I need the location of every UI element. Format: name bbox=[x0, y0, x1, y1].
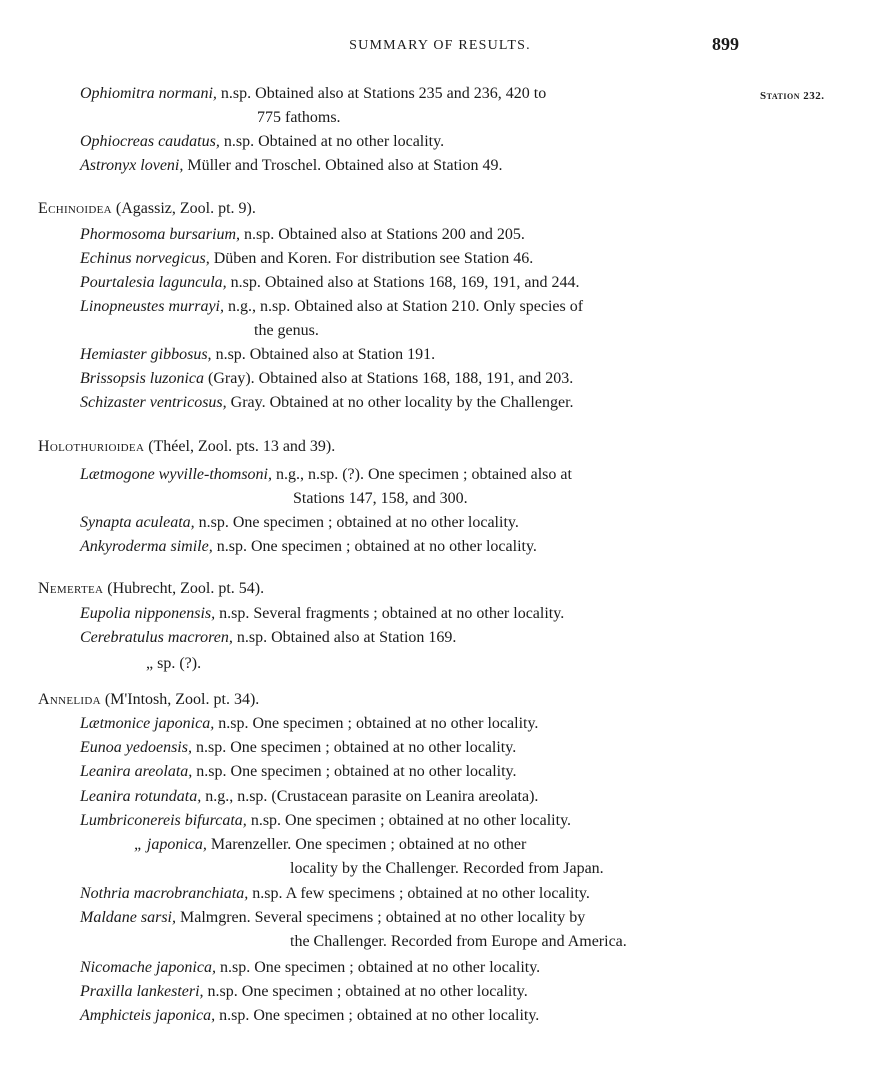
species-entry bbox=[80, 86, 546, 102]
species-note: n.sp. Obtained at no other locality. bbox=[219, 133, 445, 150]
group-heading-echinoidea: Echinoidea (Agassiz, Zool. pt. 9). bbox=[38, 200, 256, 217]
group-heading-annelida: Annelida (M'Intosh, Zool. pt. 34). bbox=[38, 691, 260, 708]
page-number: 899 bbox=[712, 34, 739, 54]
species-entry: Lumbriconereis bifurcata, n.sp. One specimen ; obtained at no other locality. bbox=[80, 812, 572, 829]
species-entry: Hemiaster gibbosus, n.sp. Obtained also at Station 191. bbox=[80, 346, 436, 363]
species-entry: Schizaster ventricosus, Gray. Obtained at no other locality by the Challenger. bbox=[80, 394, 574, 411]
species-entry: Brissopsis luzonica (Gray). Obtained also at Stations 168, 188, 191, and 203. bbox=[80, 370, 574, 387]
species-entry: Nothria macrobranchiata, n.sp. A few specimens ; obtained at no other locality. bbox=[80, 885, 590, 902]
species-entry bbox=[80, 158, 502, 174]
species-entry: Echinus norvegicus, Düben and Koren. For distribution see Station 46. bbox=[80, 250, 534, 267]
species-entry: Pourtalesia laguncula, n.sp. Obtained also at Stations 168, 169, 191, and 244. bbox=[80, 274, 580, 291]
species-entry: Cerebratulus macroren, n.sp. Obtained also at Station 169. bbox=[80, 629, 457, 646]
species-entry bbox=[80, 134, 444, 150]
species-entry-continuation: the Challenger. Recorded from Europe and America. bbox=[290, 933, 627, 950]
species-entry: Synapta aculeata, n.sp. One specimen ; obtained at no other locality. bbox=[80, 514, 519, 531]
species-note: n.sp. Obtained also at Stations 235 and 236, 420 to bbox=[216, 85, 547, 102]
species-entry: Lætmogone wyville-thomsoni, n.g., n.sp. (?). One specimen ; obtained also at bbox=[80, 466, 572, 483]
species-note: 775 fathoms. bbox=[257, 109, 341, 126]
station-margin-note: Station 232. bbox=[760, 90, 825, 102]
species-entry-continuation: Stations 147, 158, and 300. bbox=[293, 490, 468, 507]
species-entry: Eunoa yedoensis, n.sp. One specimen ; obtained at no other locality. bbox=[80, 739, 517, 756]
species-entry: Phormosoma bursarium, n.sp. Obtained also at Stations 200 and 205. bbox=[80, 226, 525, 243]
species-entry: Leanira rotundata, n.g., n.sp. (Crustacean parasite on Leanira areolata). bbox=[80, 788, 539, 805]
species-entry: Amphicteis japonica, n.sp. One specimen ; obtained at no other locality. bbox=[80, 1007, 540, 1024]
species-entry-continuation: locality by the Challenger. Recorded from Japan. bbox=[290, 860, 604, 877]
species-name: Astronyx loveni, bbox=[80, 157, 184, 174]
species-entry: „ japonica, Marenzeller. One specimen ; obtained at no other bbox=[134, 836, 527, 853]
species-entry-ditto: „ sp. (?). bbox=[146, 655, 202, 672]
group-heading-nemertea: Nemertea (Hubrecht, Zool. pt. 54). bbox=[38, 580, 265, 597]
species-entry-continuation: the genus. bbox=[254, 322, 319, 339]
species-entry: Maldane sarsi, Malmgren. Several specimens ; obtained at no other locality by bbox=[80, 909, 586, 926]
species-entry: Leanira areolata, n.sp. One specimen ; obtained at no other locality. bbox=[80, 763, 517, 780]
species-entry: Praxilla lankesteri, n.sp. One specimen ; obtained at no other locality. bbox=[80, 983, 528, 1000]
species-note: Müller and Troschel. Obtained also at Station 49. bbox=[183, 157, 503, 174]
species-name: Ophiomitra normani, bbox=[80, 85, 217, 102]
species-entry: Ankyroderma simile, n.sp. One specimen ; obtained at no other locality. bbox=[80, 538, 537, 555]
species-name: Ophiocreas caudatus, bbox=[80, 133, 220, 150]
species-entry-continuation bbox=[257, 110, 341, 126]
species-entry: Linopneustes murrayi, n.g., n.sp. Obtained also at Station 210. Only species of bbox=[80, 298, 584, 315]
species-entry: Lætmonice japonica, n.sp. One specimen ; obtained at no other locality. bbox=[80, 715, 539, 732]
species-entry: Eupolia nipponensis, n.sp. Several fragments ; obtained at no other locality. bbox=[80, 605, 565, 622]
running-header-title: SUMMARY OF RESULTS. bbox=[349, 38, 531, 53]
species-entry: Nicomache japonica, n.sp. One specimen ; obtained at no other locality. bbox=[80, 959, 541, 976]
group-heading-holothurioidea: Holothurioidea (Théel, Zool. pts. 13 and 39). bbox=[38, 438, 336, 455]
